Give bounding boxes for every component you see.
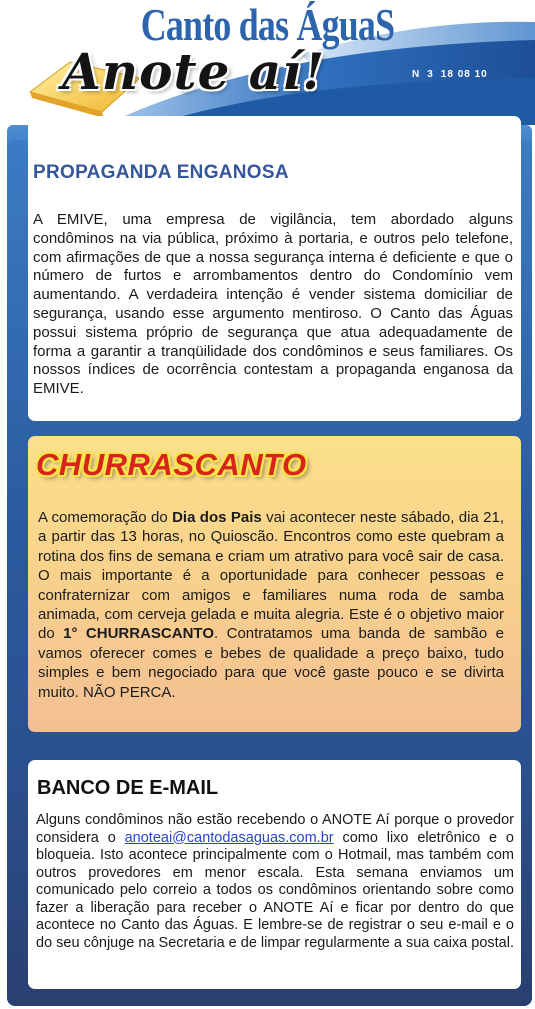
article-heading-churrascanto: CHURRASCANTO	[36, 447, 307, 482]
issue-number: 3	[427, 69, 434, 80]
issue-info	[412, 69, 495, 80]
article-body-propaganda: A EMIVE, uma empresa de vigilância, tem abordado alguns condôminos na via pública, próximo à portaria, e outros pelo telefone, com afirmações de que a nossa segurança interna é deficiente e que o número de furtos e arrombamentos dentro do Condomínio vem aumentando. A verdadeira intenção é vender sistema domiciliar de segurança, usando esse argumento mentiroso. O Canto das Águas possui sistema próprio de segurança que atua adequadamente de forma a garantir a tranqüilidade dos condôminos e seus familiares. Os nossos índices de ocorrência contestam a propaganda enganosa da EMIVE.	[33, 211, 513, 398]
issue-number-label: N	[412, 69, 421, 80]
newsletter-title: Anote aí!	[62, 42, 326, 101]
email-link[interactable]: anoteai@cantodasaguas.com.br	[124, 829, 334, 846]
article-body-banco-email: Alguns condôminos não estão recebendo o ANOTE Aí porque o provedor considera o anoteai@cantodasaguas.com.br como lixo eletrônico e o bloqueia. Isto acontece principalmente com o Hotmail, mas também com outros provedores em menor escala. Esta semana enviamos um comunicado pelo correio a todos os condôminos orientando sobre como fazer a liberação para receber o ANOTE Aí e ficar por dentro do que acontece no Canto das Águas. E lembre-se de registrar o seu e-mail e o do seu cônjuge na Secretaria e de limpar regularmente a sua caixa postal.	[36, 812, 514, 951]
highlight-churrascanto: 1° CHURRASCANTO	[63, 625, 214, 643]
issue-date: 18 08 10	[440, 69, 488, 80]
article-heading-banco-email: BANCO DE E-MAIL	[37, 777, 219, 799]
highlight-dia-dos-pais: Dia dos Pais	[172, 509, 262, 526]
masthead	[0, 0, 535, 125]
brand-title: Canto das ÁguaS	[140, 0, 395, 50]
article-heading-propaganda: PROPAGANDA ENGANOSA	[33, 162, 289, 183]
article-body-churrascanto: A comemoração do Dia dos Pais vai acontecer neste sábado, dia 21, a partir das 13 horas, no Quioscão. Encontros como este quebram a rotina dos fins de semana e criam um atrativo para você sair de casa. O mais importante é a oportunidade para conhecer pessoas e confraternizar com amigos e familiares numa roda de samba animada, com cerveja gelada e muita alegria. Este é o objetivo maior do 1° CHURRASCANTO. Contratamos uma banda de sambão e vamos oferecer comes e bebes de qualidade a preço baixo, tudo simples e bem negociado para que você gaste pouco e se divirta muito. NÃO PERCA.	[38, 509, 505, 701]
